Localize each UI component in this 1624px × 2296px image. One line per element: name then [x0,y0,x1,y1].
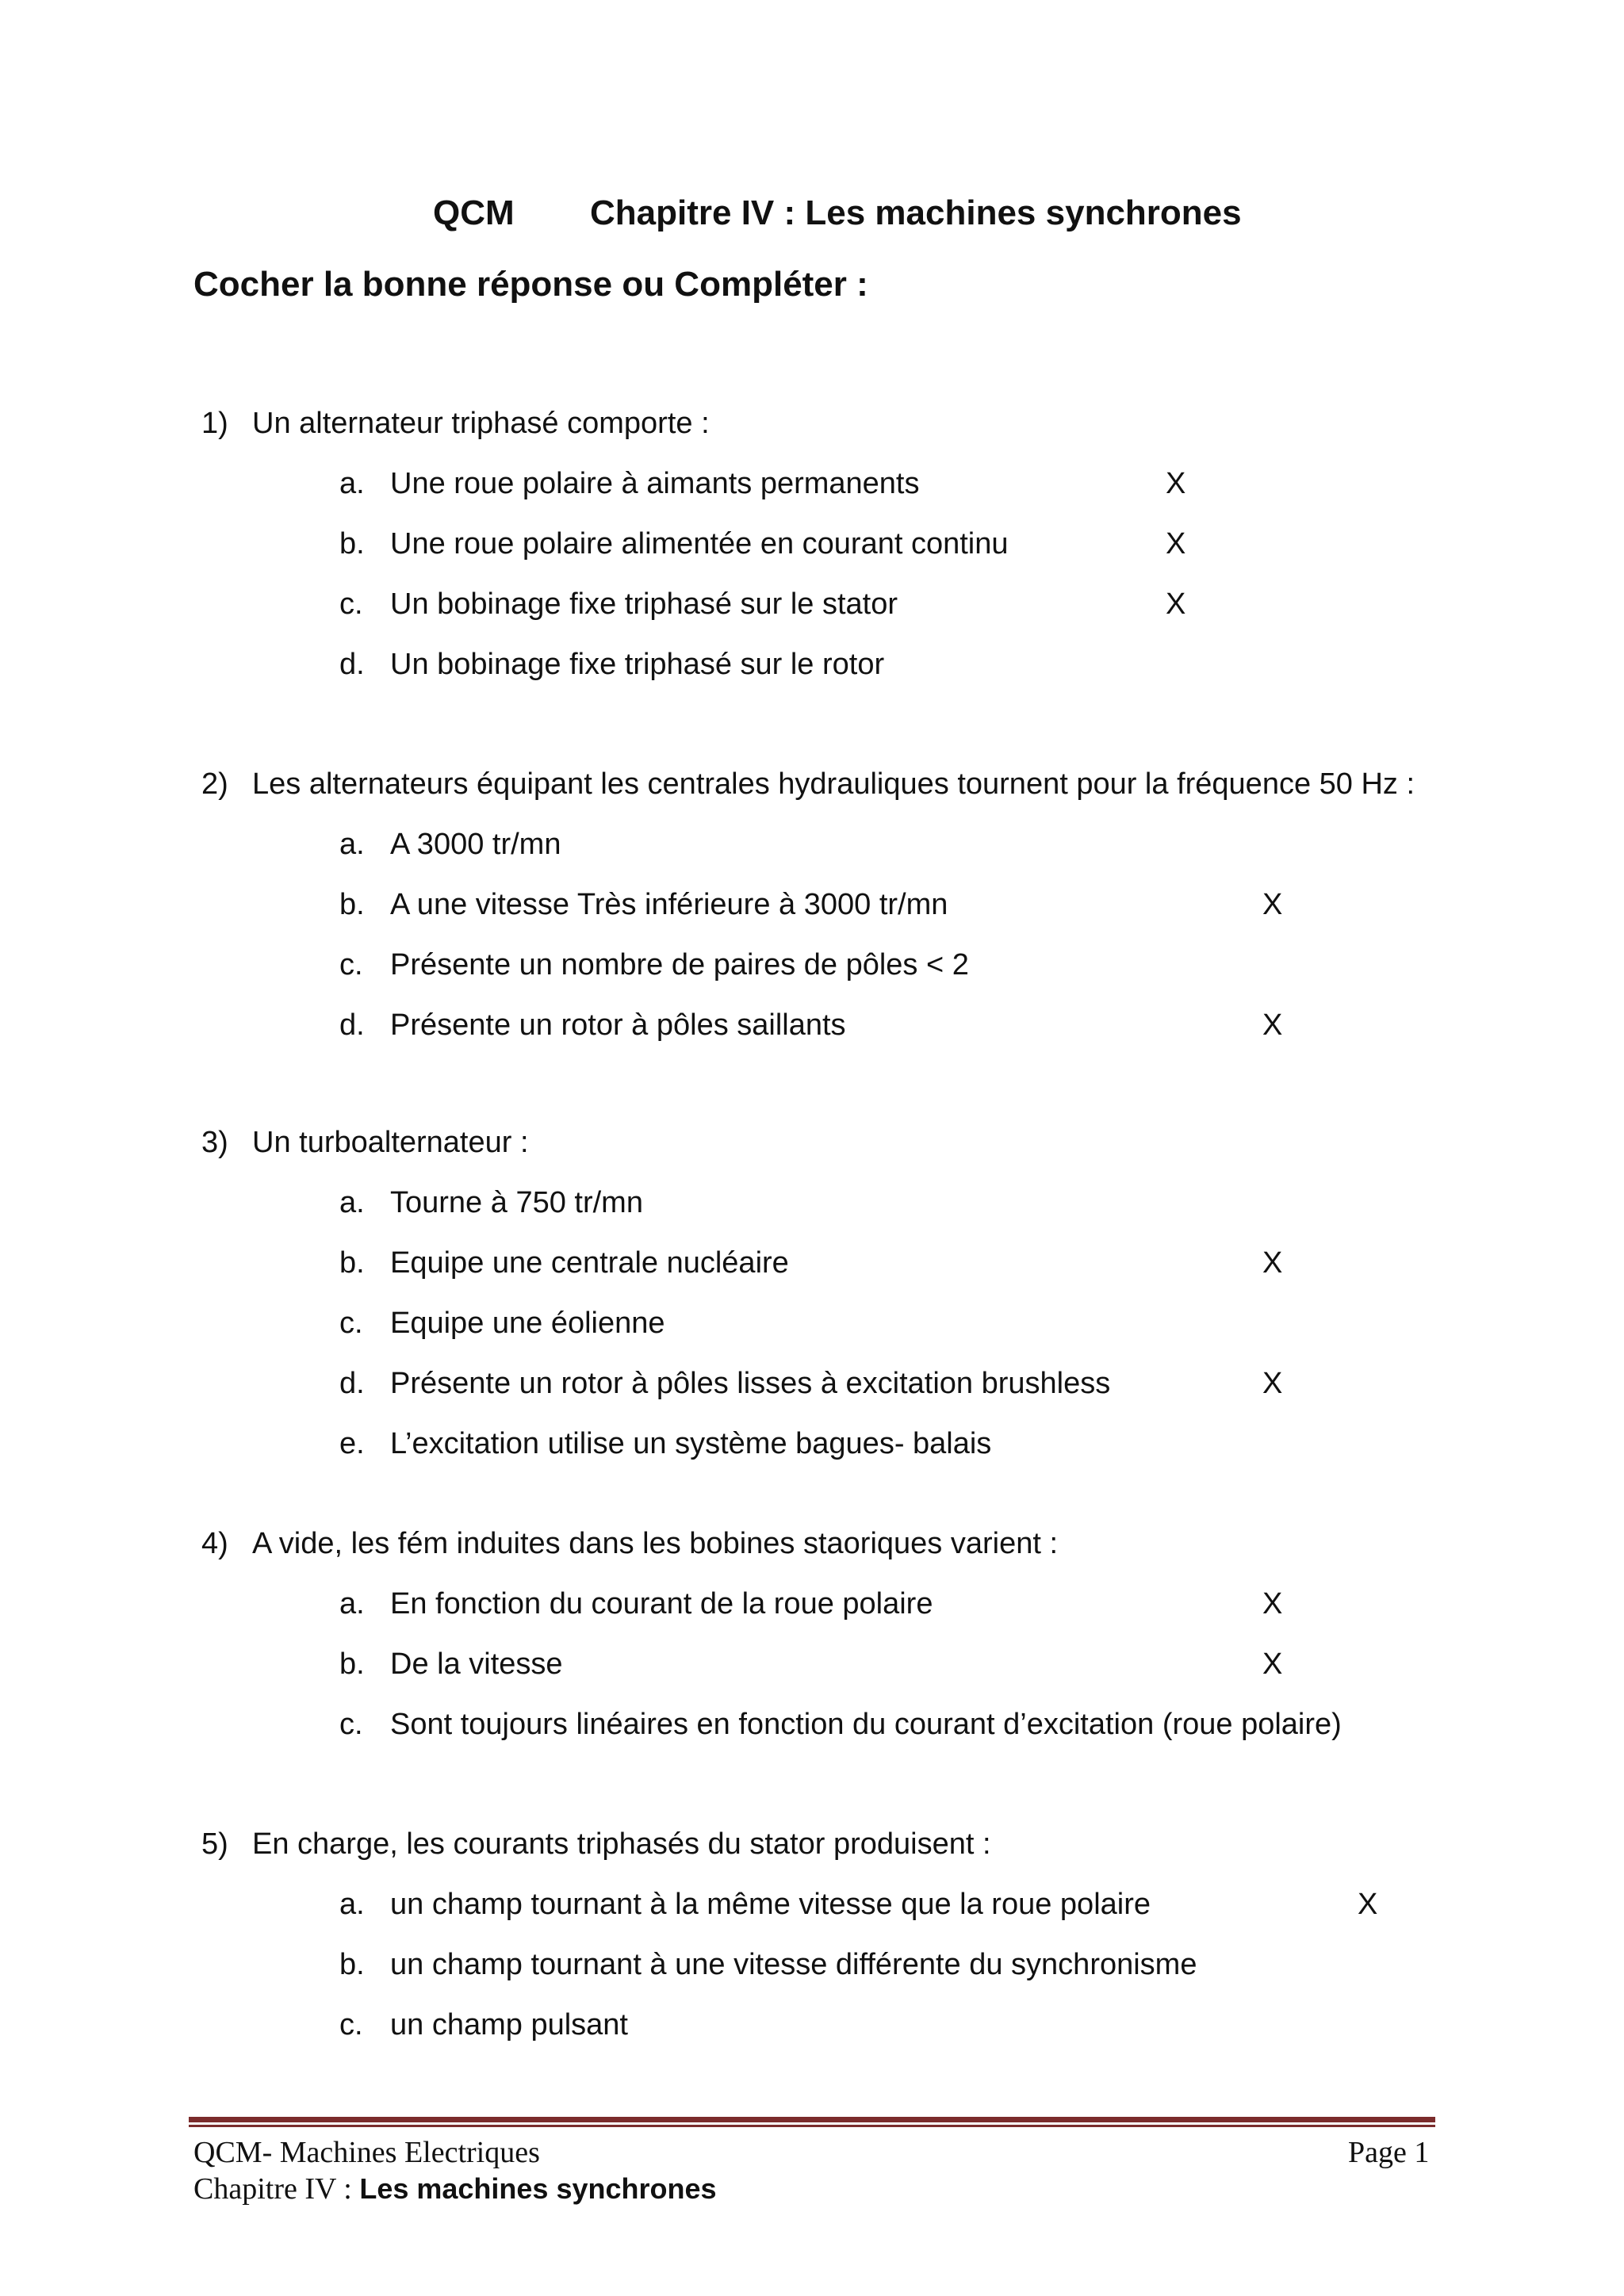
option-text: Sont toujours linéaires en fonction du courant d’excitation (roue polaire) [390,1708,1342,1741]
instruction-text: Cocher la bonne réponse ou Compléter : [193,265,868,304]
question-text: En charge, les courants triphasés du stator produisent : [252,1827,991,1861]
option-letter: c. [339,2008,363,2042]
answer-mark-4b: X [1262,1647,1283,1681]
option-letter: e. [339,1427,365,1460]
question-text: Un alternateur triphasé comporte : [252,407,710,440]
answer-mark-1b: X [1166,527,1186,561]
option-text: Tourne à 750 tr/mn [390,1186,643,1219]
footer-left [193,2134,717,2207]
question-text: Les alternateurs équipant les centrales hydrauliques tournent pour la fréquence 50 Hz : [252,767,1415,801]
option-letter: d. [339,1367,365,1400]
answer-mark-4a: X [1262,1587,1283,1621]
option-text: Une roue polaire à aimants permanents [390,467,920,500]
option-text: Une roue polaire alimentée en courant continu [390,527,1009,561]
footer-chapter-title: Les machines synchrones [359,2172,717,2205]
option-letter: c. [339,1708,363,1741]
option-text: A 3000 tr/mn [390,828,561,861]
option-text: A une vitesse Très inférieure à 3000 tr/mn [390,888,948,921]
option-letter: b. [339,527,365,561]
question-number: 5) [201,1827,228,1861]
question-number: 1) [201,407,228,440]
option-text: De la vitesse [390,1647,563,1681]
option-letter: a. [339,1587,365,1621]
question-number: 3) [201,1126,228,1159]
answer-mark-5a: X [1358,1888,1378,1921]
option-text: un champ tournant à la même vitesse que la roue polaire [390,1888,1151,1921]
option-letter: b. [339,1948,365,1981]
option-letter: c. [339,948,363,982]
option-letter: c. [339,587,363,621]
footer-course-title: QCM- Machines Electriques [193,2136,540,2169]
question-text: A vide, les fém induites dans les bobines staoriques varient : [252,1527,1059,1560]
option-text: un champ tournant à une vitesse différente du synchronisme [390,1948,1197,1981]
footer-chapter [193,2171,717,2207]
option-letter: d. [339,648,365,681]
page-number: Page 1 [1348,2136,1430,2169]
option-text: Un bobinage fixe triphasé sur le rotor [390,648,885,681]
option-text: Présente un rotor à pôles saillants [390,1008,846,1042]
question-number: 2) [201,767,228,801]
option-text: En fonction du courant de la roue polaire [390,1587,933,1621]
option-text: Présente un nombre de paires de pôles < 2 [390,948,969,982]
footer-chapter-prefix: Chapitre IV : [193,2172,360,2206]
title-qcm: QCM [433,193,515,232]
title-chapter: Chapitre IV : Les machines synchrones [590,193,1242,232]
footer-divider [189,2117,1435,2122]
option-letter: a. [339,467,365,500]
answer-mark-2d: X [1262,1008,1283,1042]
answer-mark-1a: X [1166,467,1186,500]
option-text: Présente un rotor à pôles lisses à excitation brushless [390,1367,1111,1400]
option-text: Equipe une centrale nucléaire [390,1246,789,1280]
option-text: un champ pulsant [390,2008,628,2042]
option-letter: d. [339,1008,365,1042]
option-letter: a. [339,1888,365,1921]
option-letter: b. [339,1647,365,1681]
answer-mark-1c: X [1166,587,1186,621]
footer-divider-thin [189,2125,1435,2127]
question-number: 4) [201,1527,228,1560]
page-title [0,193,1624,241]
option-letter: a. [339,828,365,861]
option-letter: c. [339,1307,363,1340]
option-letter: b. [339,888,365,921]
question-text: Un turboalternateur : [252,1126,529,1159]
option-letter: a. [339,1186,365,1219]
answer-mark-3d: X [1262,1367,1283,1400]
option-text: L’excitation utilise un système bagues- balais [390,1427,992,1460]
answer-mark-3b: X [1262,1246,1283,1280]
answer-mark-2b: X [1262,888,1283,921]
option-text: Un bobinage fixe triphasé sur le stator [390,587,898,621]
option-text: Equipe une éolienne [390,1307,665,1340]
option-letter: b. [339,1246,365,1280]
